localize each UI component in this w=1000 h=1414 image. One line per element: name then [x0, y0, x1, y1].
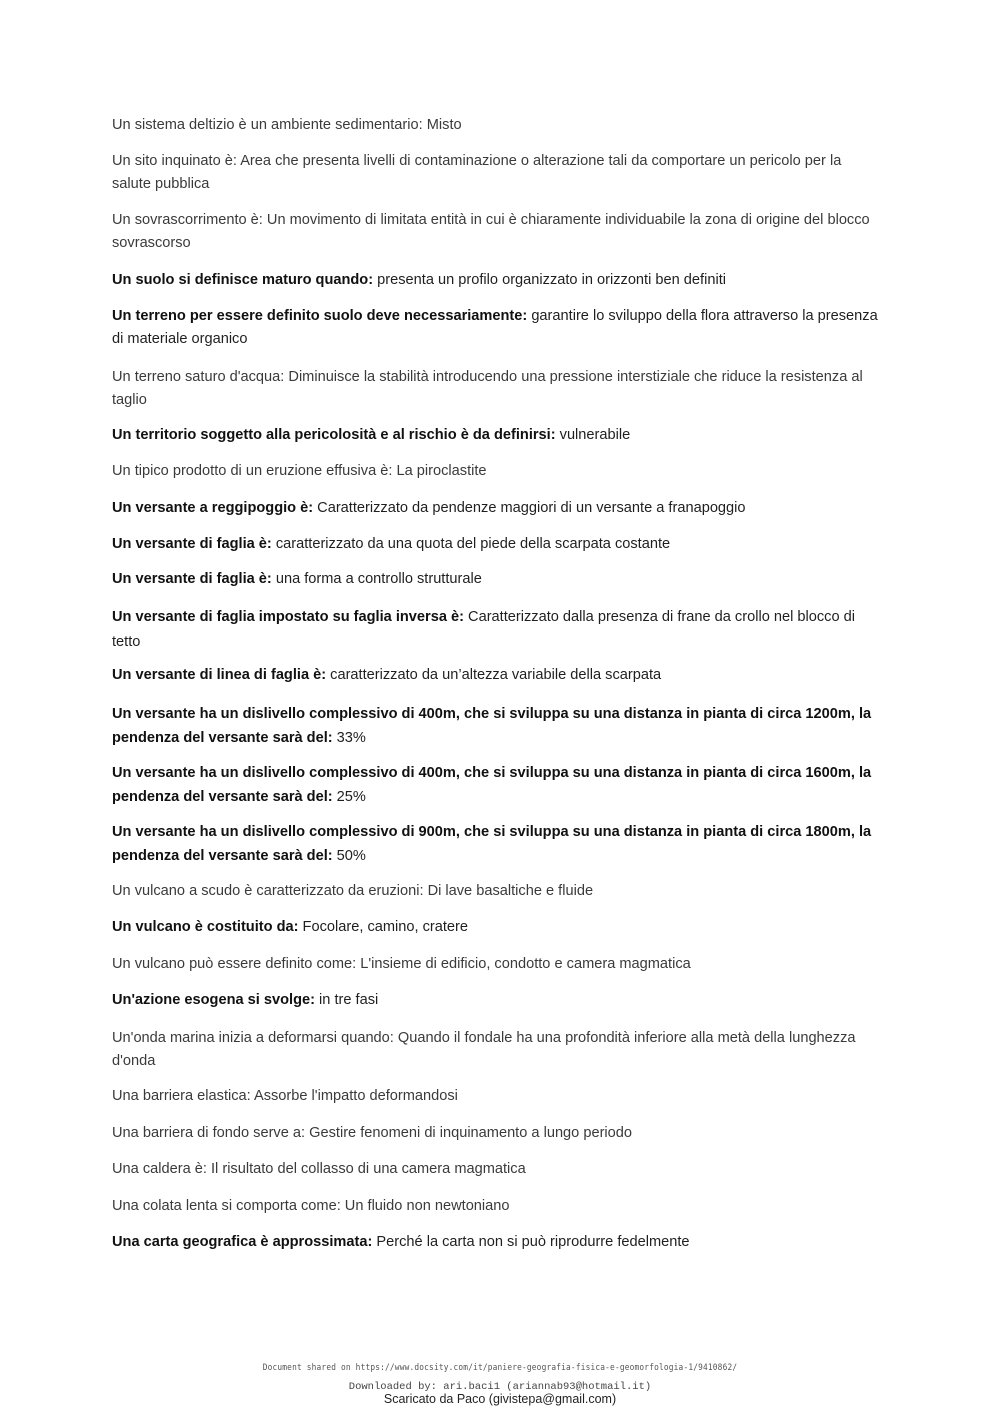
- list-item: [112, 1195, 880, 1218]
- question-text: Una carta geografica è approssimata:: [112, 1234, 373, 1250]
- answer-text: L'insieme di edificio, condotto e camera magmatica: [356, 956, 691, 972]
- answer-text: Assorbe l'impatto deformandosi: [250, 1088, 458, 1104]
- question-text: Una barriera di fondo serve a:: [112, 1125, 306, 1141]
- footer-downloaded-by: Downloaded by: ari.baci1 (ariannab93@hotmail.it): [348, 1381, 652, 1393]
- answer-text: La piroclastite: [392, 463, 487, 479]
- list-item: [112, 1158, 880, 1181]
- question-text: Un vulcano a scudo è caratterizzato da eruzioni:: [112, 883, 424, 899]
- question-text: Un vulcano può essere definito come:: [112, 956, 357, 972]
- list-item: [112, 820, 880, 868]
- answer-text: presenta un profilo organizzato in orizzonti ben definiti: [373, 272, 726, 288]
- list-item: [112, 916, 880, 939]
- list-item: [112, 209, 880, 255]
- footer-shared-link[interactable]: Document shared on https://www.docsity.com/it/paniere-geografia-fisica-e-geomorfologia-1/9410862/: [262, 1363, 738, 1373]
- question-text: Una caldera è:: [112, 1161, 207, 1177]
- list-item: [112, 953, 880, 976]
- question-text: Un'azione esogena si svolge:: [112, 992, 315, 1008]
- question-text: Un terreno per essere definito suolo deve necessariamente:: [112, 308, 528, 324]
- answer-text: Un fluido non newtoniano: [340, 1198, 510, 1214]
- question-text: Un'onda marina inizia a deformarsi quando:: [112, 1030, 394, 1046]
- list-item: [112, 150, 880, 196]
- question-text: Un versante a reggipoggio è:: [112, 500, 314, 516]
- list-item: [112, 424, 880, 447]
- answer-text: Gestire fenomeni di inquinamento a lungo periodo: [305, 1125, 633, 1141]
- question-text: Un territorio soggetto alla pericolosità e al rischio è da definirsi:: [112, 427, 556, 443]
- question-text: Un suolo si definisce maturo quando:: [112, 272, 374, 288]
- question-text: Un versante di faglia è:: [112, 571, 272, 587]
- answer-text: Caratterizzato dalla presenza di frane da crollo nel blocco di tetto: [112, 609, 855, 650]
- question-text: Un terreno saturo d'acqua:: [112, 369, 285, 385]
- footer-scaricato-da: Scaricato da Paco (givistepa@gmail.com): [383, 1392, 617, 1406]
- question-text: Un sistema deltizio è un ambiente sedimentario:: [112, 117, 423, 133]
- answer-text: Di lave basaltiche e fluide: [423, 883, 594, 899]
- question-text: Un sovrascorrimento è:: [112, 212, 263, 228]
- answer-text: 50%: [332, 848, 366, 864]
- question-text: Un versante di faglia è:: [112, 536, 272, 552]
- answer-text: caratterizzato da un’altezza variabile della scarpata: [326, 667, 662, 683]
- list-item: [112, 460, 880, 483]
- question-text: Un versante di faglia impostato su faglia inversa è:: [112, 609, 464, 625]
- list-item: [112, 702, 880, 750]
- list-item: [112, 269, 880, 292]
- answer-text: Il risultato del collasso di una camera magmatica: [206, 1161, 526, 1177]
- list-item: [112, 989, 880, 1012]
- answer-text: Area che presenta livelli di contaminazione o alterazione tali da comportare un pericolo per la salute pubblica: [112, 153, 842, 192]
- list-item: [112, 114, 880, 137]
- list-item: [112, 497, 880, 520]
- question-text: Un vulcano è costituito da:: [112, 919, 299, 935]
- list-item: [112, 664, 880, 687]
- question-text: Una colata lenta si comporta come:: [112, 1198, 341, 1214]
- answer-text: vulnerabile: [555, 427, 631, 443]
- list-item: [112, 1231, 880, 1254]
- answer-text: garantire lo sviluppo della flora attraverso la presenza di materiale organico: [112, 308, 878, 347]
- list-item: [112, 366, 880, 412]
- list-item: [112, 605, 880, 655]
- question-text: Un versante di linea di faglia è:: [112, 667, 327, 683]
- list-item: [112, 880, 880, 903]
- list-item: [112, 1027, 880, 1073]
- answer-text: caratterizzato da una quota del piede della scarpata costante: [271, 536, 671, 552]
- question-text: Una barriera elastica:: [112, 1088, 251, 1104]
- list-item: [112, 1122, 880, 1145]
- answer-text: Caratterizzato da pendenze maggiori di un versante a franapoggio: [313, 500, 746, 516]
- question-text: Un versante ha un dislivello complessivo di 400m, che si sviluppa su una distanza in pianta di circa 1600m, la pendenza del versante sarà del:: [112, 765, 872, 805]
- answer-text: Un movimento di limitata entità in cui è chiaramente individuabile la zona di origine del blocco sovrascorso: [112, 212, 870, 251]
- answer-text: una forma a controllo strutturale: [271, 571, 482, 587]
- list-item: [112, 1085, 880, 1108]
- list-item: [112, 305, 880, 351]
- list-item: [112, 568, 880, 591]
- answer-text: 33%: [332, 730, 366, 746]
- question-text: Un versante ha un dislivello complessivo di 900m, che si sviluppa su una distanza in pianta di circa 1800m, la pendenza del versante sarà del:: [112, 824, 872, 864]
- answer-text: Diminuisce la stabilità introducendo una pressione interstiziale che riduce la resistenza al taglio: [112, 369, 863, 408]
- answer-text: in tre fasi: [314, 992, 379, 1008]
- list-item: [112, 761, 880, 809]
- answer-text: Perché la carta non si può riprodurre fedelmente: [372, 1234, 690, 1250]
- answer-text: Quando il fondale ha una profondità inferiore alla metà della lunghezza d'onda: [112, 1030, 856, 1069]
- answer-text: 25%: [332, 789, 366, 805]
- question-text: Un tipico prodotto di un eruzione effusiva è:: [112, 463, 393, 479]
- question-text: Un versante ha un dislivello complessivo di 400m, che si sviluppa su una distanza in pianta di circa 1200m, la pendenza del versante sarà del:: [112, 706, 872, 746]
- question-text: Un sito inquinato è:: [112, 153, 237, 169]
- answer-text: Misto: [422, 117, 462, 133]
- answer-text: Focolare, camino, cratere: [298, 919, 469, 935]
- list-item: [112, 533, 880, 556]
